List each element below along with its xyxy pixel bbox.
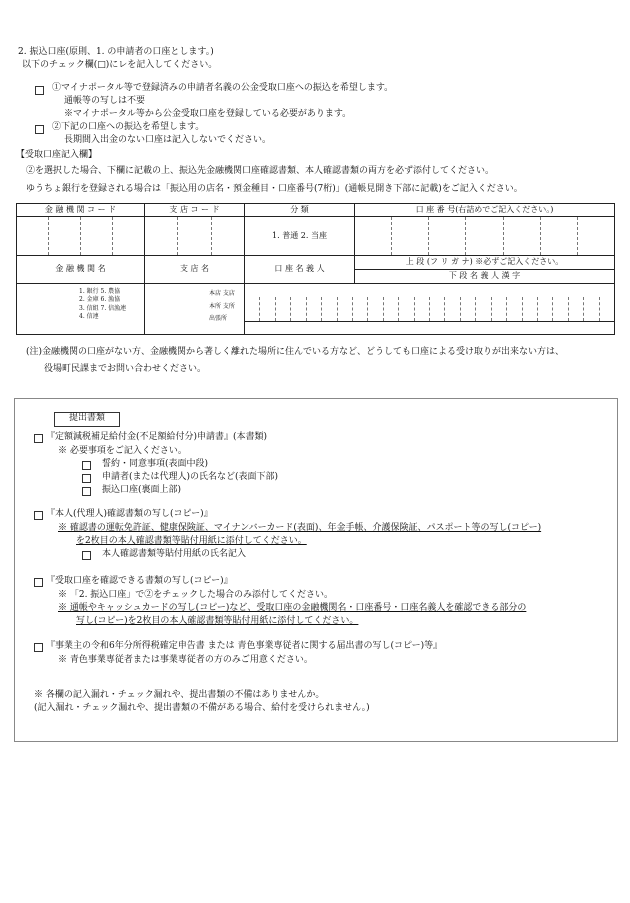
branch-name-input[interactable]: 本店 支店 本所 支所 出張所 bbox=[145, 284, 245, 335]
bank-code-header: 金 融 機 関 コ ー ド bbox=[17, 204, 145, 217]
option2-label: ②下記の口座への振込を希望します。 bbox=[52, 122, 205, 132]
item1-sub: 振込口座(裏面上部) bbox=[102, 485, 182, 495]
furigana-label: 上 段 (フ リ ガ ナ) ※必ずご記入ください。 bbox=[355, 256, 615, 270]
category-options[interactable]: 1. 普通 2. 当座 bbox=[245, 217, 355, 256]
item2-sub-checkbox[interactable] bbox=[82, 551, 91, 560]
option2-checkbox[interactable] bbox=[35, 125, 44, 134]
kanji-label: 下 段 名 義 人 漢 字 bbox=[355, 270, 615, 284]
branch-code-header: 支 店 コ ー ド bbox=[145, 204, 245, 217]
bank-name-label: 金 融 機 関 名 bbox=[17, 256, 145, 284]
option1-note: 通帳等の写しは不要 bbox=[64, 96, 146, 106]
option1-label: ①マイナポータル等で登録済みの申請者名義の公金受取口座への振込を希望します。 bbox=[52, 83, 394, 93]
final-check: (記入漏れ・チェック漏れや、提出書類の不備がある場合、給付を受けられません。) bbox=[34, 703, 370, 713]
branch-code-input[interactable] bbox=[145, 217, 245, 256]
item1-sub: 誓約・同意事項(表面中段) bbox=[102, 459, 209, 469]
item4-note: ※ 青色事業専従者または事業専従者の方のみご用意ください。 bbox=[58, 655, 313, 665]
item1-sub: 申請者(または代理人)の氏名など(表面下部) bbox=[102, 472, 279, 482]
instruction: 以下のチェック欄(□)にレを記入してください。 bbox=[22, 60, 218, 70]
item2-label: 『本人(代理人)確認書類の写し(コピー)』 bbox=[46, 509, 213, 519]
option1-note: ※マイナポータル等から公金受取口座を登録している必要があります。 bbox=[64, 109, 352, 119]
note-line: (注)金融機関の口座がない方、金融機関から著しく離れた場所に住んでいる方など、どうしても口座による受け取りが出来ない方は、 bbox=[26, 347, 565, 357]
item2-note: を2枚目の本人確認書類等貼付用紙に添付してください。 bbox=[76, 536, 307, 546]
final-check: ※ 各欄の記入漏れ・チェック漏れや、提出書類の不備はありませんか。 bbox=[34, 690, 325, 700]
item1-label: 『定額減税補足給付金(不足額給付分)申請書』(本書類) bbox=[46, 432, 268, 442]
receive-text: ゆうちょ銀行を登録される場合は「振込用の店名・預金種目・口座番号(7桁)」(通帳見開き下部に記載)をご記入ください。 bbox=[26, 184, 523, 194]
bank-code-input[interactable] bbox=[17, 217, 145, 256]
receive-heading: 【受取口座記入欄】 bbox=[16, 150, 98, 160]
account-number-header: 口 座 番 号(右詰めでご記入ください。) bbox=[355, 204, 615, 217]
item1-note: ※ 必要事項をご記入ください。 bbox=[58, 446, 187, 456]
item3-label: 『受取口座を確認できる書類の写し(コピー)』 bbox=[46, 576, 233, 586]
account-number-input[interactable] bbox=[355, 217, 615, 256]
item3-note: ※ 通帳やキャッシュカードの写し(コピー)など、受取口座の金融機関名・口座番号・口座名義人を確認できる部分の bbox=[58, 603, 527, 613]
item2-note: ※ 確認書の運転免許証、健康保険証、マイナンバーカード(表面)、年金手帳、介護保険証、パスポート等の写し(コピー) bbox=[58, 523, 542, 533]
item1-checkbox[interactable] bbox=[34, 434, 43, 443]
item3-checkbox[interactable] bbox=[34, 578, 43, 587]
bank-account-table bbox=[16, 203, 615, 335]
note-line: 役場町民課までお問い合わせください。 bbox=[44, 364, 207, 374]
item1-sub-checkbox[interactable] bbox=[82, 474, 91, 483]
account-holder-input[interactable] bbox=[245, 284, 615, 335]
item2-checkbox[interactable] bbox=[34, 511, 43, 520]
item3-note: ※ 「2. 振込口座」で②をチェックした場合のみ添付してください。 bbox=[58, 590, 334, 600]
item4-label: 『事業主の令和6年分所得税確定申告書 または 青色事業専従者に関する届出書の写し(コピー)等』 bbox=[46, 641, 443, 651]
option1-checkbox[interactable] bbox=[35, 86, 44, 95]
item3-note: 写し(コピー)を2枚目の本人確認書類等貼付用紙に添付してください。 bbox=[76, 616, 359, 626]
item1-sub-checkbox[interactable] bbox=[82, 461, 91, 470]
section-heading: 2. 振込口座(原則、1. の申請者の口座とします。) bbox=[18, 47, 214, 57]
account-holder-label: 口 座 名 義 人 bbox=[245, 256, 355, 284]
bank-name-input[interactable]: 1. 銀行 5. 農協 2. 金庫 6. 漁協 3. 信組 7. 信漁連 4. 信連 bbox=[17, 284, 145, 335]
category-header: 分 類 bbox=[245, 204, 355, 217]
receive-text: ②を選択した場合、下欄に記載の上、振込先金融機関口座確認書類、本人確認書類の両方を必ず添付してください。 bbox=[26, 166, 495, 176]
item2-sub: 本人確認書類等貼付用紙の氏名記入 bbox=[102, 549, 247, 559]
documents-title: 提出書類 bbox=[54, 412, 120, 427]
option2-note: 長期間入出金のない口座は記入しないでください。 bbox=[64, 135, 272, 145]
item1-sub-checkbox[interactable] bbox=[82, 487, 91, 496]
branch-name-label: 支 店 名 bbox=[145, 256, 245, 284]
item4-checkbox[interactable] bbox=[34, 643, 43, 652]
